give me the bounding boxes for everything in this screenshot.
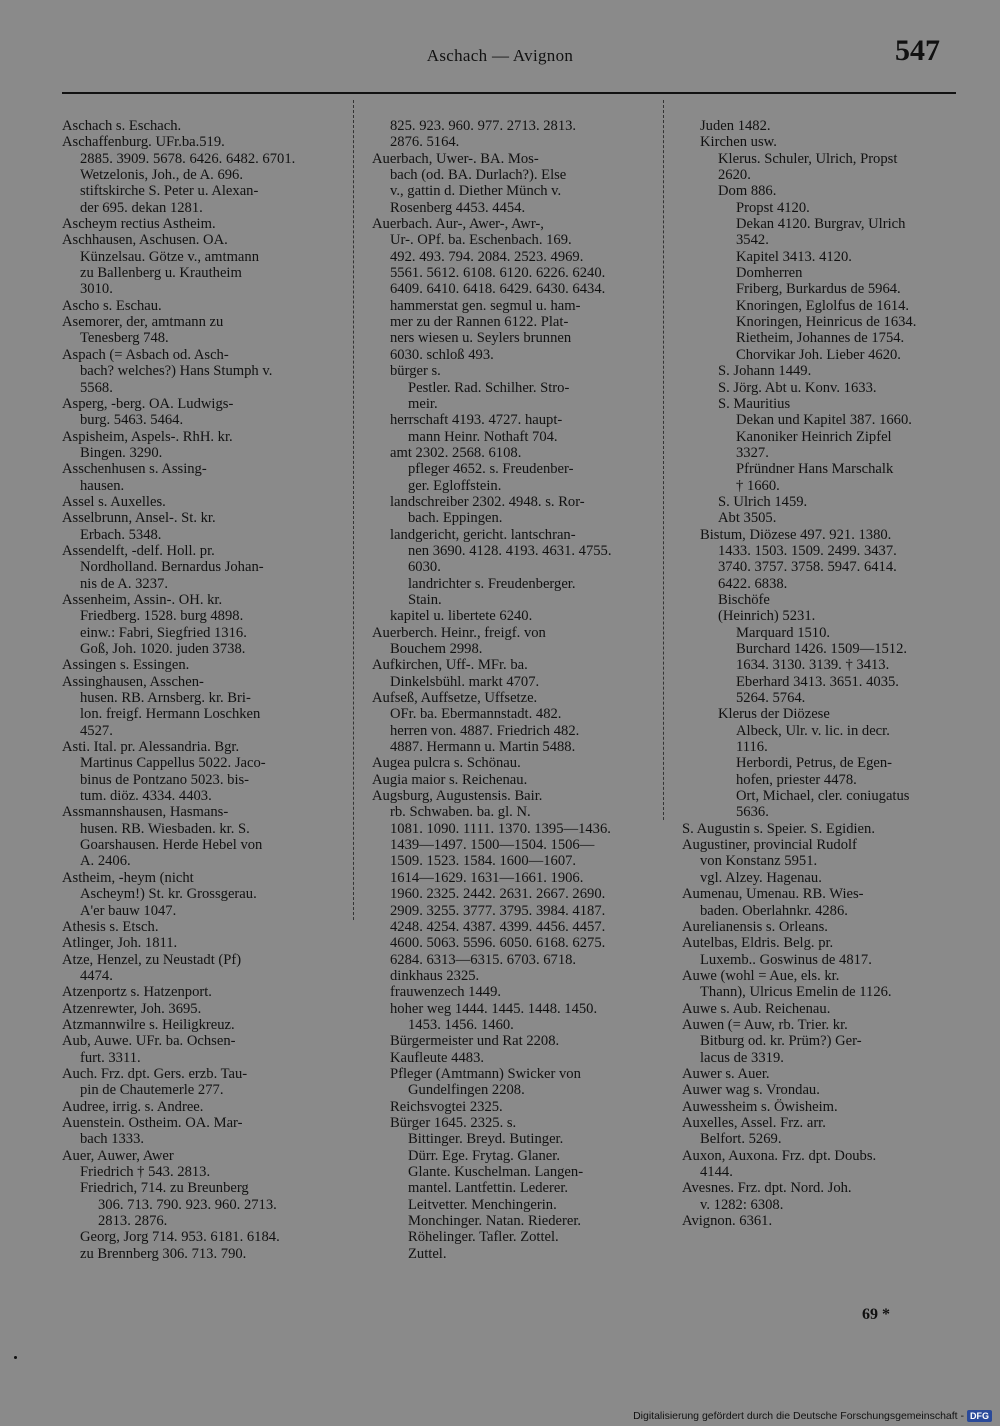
index-line: Bischöfe — [718, 591, 770, 608]
index-line: 5636. — [736, 804, 769, 821]
index-line: Auwer wag s. Vrondau. — [682, 1082, 820, 1099]
index-line: Klerus. Schuler, Ulrich, Propst — [718, 150, 898, 167]
index-line: Atzmannwilre s. Heiligkreuz. — [62, 1016, 235, 1033]
index-line: Assmannshausen, Hasmans- — [62, 804, 229, 821]
column-divider — [353, 100, 354, 920]
index-line: Auwen (= Auw, rb. Trier. kr. — [682, 1016, 848, 1033]
index-line: Dürr. Ege. Frytag. Glaner. — [408, 1147, 560, 1164]
index-line: 5568. — [80, 379, 113, 396]
index-line: Assingen s. Essingen. — [62, 657, 190, 674]
index-line: hofen, priester 4478. — [736, 771, 857, 788]
index-line: amt 2302. 2568. 6108. — [390, 444, 522, 461]
index-line: Bistum, Diözese 497. 921. 1380. — [700, 526, 892, 543]
index-line: Friedberg. 1528. burg 4898. — [80, 608, 244, 625]
index-line: Kaufleute 4483. — [390, 1049, 485, 1066]
index-line: zu Brennberg 306. 713. 790. — [80, 1245, 247, 1262]
index-line: 1433. 1503. 1509. 2499. 3437. — [718, 542, 897, 559]
index-line: Rosenberg 4453. 4454. — [390, 199, 526, 216]
index-line: Ur-. OPf. ba. Eschenbach. 169. — [390, 232, 572, 249]
index-line: baden. Oberlahnkr. 4286. — [700, 902, 848, 919]
index-line: furt. 3311. — [80, 1049, 141, 1066]
index-line: Augea pulcra s. Schönau. — [372, 755, 521, 772]
column-divider — [663, 100, 664, 820]
index-line: ners wiesen u. Seylers brunnen — [390, 330, 572, 347]
index-line: S. Augustin s. Speier. S. Egidien. — [682, 820, 875, 837]
index-line: v. 1282: 6308. — [700, 1196, 784, 1213]
index-line: Aspach (= Asbach od. Asch- — [62, 346, 229, 363]
index-line: Assenheim, Assin-. OH. kr. — [62, 591, 223, 608]
index-line: Ascho s. Eschau. — [62, 297, 162, 314]
index-line: landschreiber 2302. 4948. s. Ror- — [390, 493, 585, 510]
index-line: 3740. 3757. 3758. 5947. 6414. — [718, 559, 897, 576]
index-line: Bingen. 3290. — [80, 444, 163, 461]
index-line: Audree, irrig. s. Andree. — [62, 1098, 204, 1115]
index-line: 6030. — [408, 559, 441, 576]
index-line: Aschach s. Eschach. — [62, 118, 182, 134]
index-line: Tenesberg 748. — [80, 330, 169, 347]
index-line: Wetzelonis, Joh., de A. 696. — [80, 167, 243, 184]
index-line: husen. RB. Wiesbaden. kr. S. — [80, 820, 250, 837]
dfg-logo: DFG — [967, 1410, 992, 1422]
index-line: 6422. 6838. — [718, 575, 788, 592]
index-line: Kanoniker Heinrich Zipfel — [736, 428, 892, 445]
index-line: 825. 923. 960. 977. 2713. 2813. — [390, 118, 577, 134]
index-line: bürger s. — [390, 363, 441, 380]
index-line: Aurelianensis s. Orleans. — [682, 918, 828, 935]
index-line: 2813. 2876. — [98, 1213, 168, 1230]
index-line: Bürgermeister und Rat 2208. — [390, 1033, 560, 1050]
index-line: 6030. schloß 493. — [390, 346, 494, 363]
index-line: frauwenzech 1449. — [390, 984, 502, 1001]
index-line: nen 3690. 4128. 4193. 4631. 4755. — [408, 542, 612, 559]
index-line: 3010. — [80, 281, 113, 298]
index-line: 1614—1629. 1631—1661. 1906. — [390, 869, 584, 886]
index-line: hoher weg 1444. 1445. 1448. 1450. — [390, 1000, 598, 1017]
index-line: rb. Schwaben. ba. gl. N. — [390, 804, 531, 821]
index-line: von Konstanz 5951. — [700, 853, 818, 870]
index-line: Auwe s. Aub. Reichenau. — [682, 1000, 831, 1017]
index-line: Rietheim, Johannes de 1754. — [736, 330, 905, 347]
index-line: Auenstein. Ostheim. OA. Mar- — [62, 1114, 243, 1131]
index-line: Athesis s. Etsch. — [62, 918, 159, 935]
index-line: landrichter s. Freudenberger. — [408, 575, 576, 592]
digitization-footer — [633, 1410, 992, 1422]
index-column-2 — [372, 118, 644, 1262]
index-line: bach 1333. — [80, 1131, 145, 1148]
index-line: Goarshausen. Herde Hebel von — [80, 837, 263, 854]
index-line: Atzenportz s. Hatzenport. — [62, 984, 212, 1001]
index-line: Kirchen usw. — [700, 134, 777, 151]
index-line: Herbordi, Petrus, de Egen- — [736, 755, 893, 772]
index-line: 492. 493. 794. 2084. 2523. 4969. — [390, 248, 584, 265]
index-line: Avignon. 6361. — [682, 1213, 773, 1230]
index-line: 3327. — [736, 444, 769, 461]
index-line: 306. 713. 790. 923. 960. 2713. — [98, 1196, 277, 1213]
index-line: Burchard 1426. 1509—1512. — [736, 641, 908, 657]
index-column-1 — [62, 118, 334, 1262]
index-line: kapitel u. libertete 6240. — [390, 608, 533, 625]
index-line: Zuttel. — [408, 1245, 447, 1262]
index-line: Autelbas, Eldris. Belg. pr. — [682, 935, 834, 952]
index-line: 6409. 6410. 6418. 6429. 6430. 6434. — [390, 281, 606, 298]
index-line: 3542. — [736, 232, 769, 249]
index-line: hammerstat gen. segmul u. ham- — [390, 297, 581, 314]
index-line: Friedrich † 543. 2813. — [80, 1164, 211, 1180]
running-header-title: Aschach — Avignon — [426, 46, 574, 65]
index-line: 5264. 5764. — [736, 690, 806, 707]
index-line: Auwessheim s. Öwisheim. — [682, 1098, 838, 1115]
index-line: Chorvikar Joh. Lieber 4620. — [736, 346, 901, 363]
index-line: 1439—1497. 1500—1504. 1506— — [390, 837, 595, 854]
index-line: Atlinger, Joh. 1811. — [62, 935, 178, 952]
index-line: Thann), Ulricus Emelin de 1126. — [700, 984, 892, 1001]
index-line: S. Jörg. Abt u. Konv. 1633. — [718, 379, 877, 396]
index-line: Monchinger. Natan. Riederer. — [408, 1213, 582, 1230]
index-line: Ascheym rectius Astheim. — [62, 216, 216, 233]
index-line: † 1660. — [736, 477, 780, 494]
index-line: 1509. 1523. 1584. 1600—1607. — [390, 853, 577, 870]
index-line: nis de A. 3237. — [80, 575, 168, 592]
index-line: Knoringen, Heinricus de 1634. — [736, 314, 917, 331]
index-line: 4144. — [700, 1164, 733, 1180]
index-line: Aufkirchen, Uff-. MFr. ba. — [372, 657, 528, 674]
index-line: 6284. 6313—6315. 6703. 6718. — [390, 951, 577, 968]
index-line: Martinus Cappellus 5022. Jaco- — [80, 755, 266, 772]
index-line: Eberhard 3413. 3651. 4035. — [736, 673, 899, 690]
index-line: bach? welches?) Hans Stumph v. — [80, 363, 273, 380]
index-line: Auwer s. Auer. — [682, 1065, 770, 1082]
index-line: 2885. 3909. 5678. 6426. 6482. 6701. — [80, 150, 296, 167]
index-line: Aub, Auwe. UFr. ba. Ochsen- — [62, 1033, 236, 1050]
index-line: Augustiner, provincial Rudolf — [682, 837, 857, 854]
index-line: Pestler. Rad. Schilher. Stro- — [408, 379, 570, 396]
index-line: Assendelft, -delf. Holl. pr. — [62, 542, 215, 559]
index-line: Ort, Michael, cler. coniugatus — [736, 788, 910, 805]
index-line: herren von. 4887. Friedrich 482. — [390, 722, 580, 739]
index-line: Atzenrewter, Joh. 3695. — [62, 1000, 202, 1017]
index-line: stiftskirche S. Peter u. Alexan- — [80, 183, 259, 200]
index-line: Marquard 1510. — [736, 624, 831, 641]
index-line: Augia maior s. Reichenau. — [372, 771, 528, 788]
index-line: Aufseß, Auffsetze, Uffsetze. — [372, 690, 538, 707]
index-line: zu Ballenberg u. Krautheim — [80, 265, 242, 282]
index-line: Dekan 4120. Burgrav, Ulrich — [736, 216, 906, 233]
header-rule — [62, 92, 956, 94]
index-line: Auch. Frz. dpt. Gers. erzb. Tau- — [62, 1065, 248, 1082]
speck — [14, 1356, 17, 1359]
index-line: Dom 886. — [718, 183, 777, 200]
index-line: Bouchem 2998. — [390, 641, 483, 657]
index-line: Pfleger (Amtmann) Swicker von — [390, 1065, 581, 1082]
index-line: bach. Eppingen. — [408, 510, 503, 527]
index-line: Pfründner Hans Marschalk — [736, 461, 894, 478]
index-line: Astheim, -heym (nicht — [62, 869, 194, 886]
index-line: Glante. Kuschelman. Langen- — [408, 1164, 584, 1180]
index-line: Ascheym!) St. kr. Grossgerau. — [80, 886, 257, 903]
index-line: herrschaft 4193. 4727. haupt- — [390, 412, 563, 429]
index-line: (Heinrich) 5231. — [718, 608, 816, 625]
index-line: Dekan und Kapitel 387. 1660. — [736, 412, 912, 429]
index-line: Aschaffenburg. UFr.ba.519. — [62, 134, 225, 151]
index-line: lacus de 3319. — [700, 1049, 784, 1066]
index-line: 4600. 5063. 5596. 6050. 6168. 6275. — [390, 935, 606, 952]
index-line: Belfort. 5269. — [700, 1131, 782, 1148]
index-line: Auwe (wohl = Aue, els. kr. — [682, 967, 840, 984]
index-line: Abt 3505. — [718, 510, 777, 527]
index-line: mer zu der Rannen 6122. Plat- — [390, 314, 569, 331]
index-line: Auer, Auwer, Awer — [62, 1147, 174, 1164]
index-line: Asselbrunn, Ansel-. St. kr. — [62, 510, 216, 527]
index-line: 4887. Hermann u. Martin 5488. — [390, 739, 576, 756]
index-line: lon. freigf. Hermann Loschken — [80, 706, 261, 723]
index-line: S. Johann 1449. — [718, 363, 812, 380]
index-line: Domherren — [736, 265, 803, 282]
index-line: Assinghausen, Asschen- — [62, 673, 204, 690]
signature-mark: 69 * — [862, 1306, 890, 1323]
index-line: Auxelles, Assel. Frz. arr. — [682, 1114, 826, 1131]
index-line: 1634. 3130. 3139. † 3413. — [736, 657, 890, 674]
index-line: v., gattin d. Diether Münch v. — [390, 183, 562, 200]
index-line: Asperg, -berg. OA. Ludwigs- — [62, 395, 234, 412]
index-line: landgericht, gericht. lantschran- — [390, 526, 576, 543]
index-line: 1116. — [736, 739, 768, 756]
index-column-3 — [682, 118, 954, 1229]
index-line: pin de Chautemerle 277. — [80, 1082, 224, 1099]
index-line: Auxon, Auxona. Frz. dpt. Doubs. — [682, 1147, 877, 1164]
index-line: Bittinger. Breyd. Butinger. — [408, 1131, 564, 1148]
index-line: der 695. dekan 1281. — [80, 199, 203, 216]
index-line: Atze, Henzel, zu Neustadt (Pf) — [62, 951, 242, 968]
index-line: Auerberch. Heinr., freigf. von — [372, 624, 546, 641]
index-line: 1960. 2325. 2442. 2631. 2667. 2690. — [390, 886, 606, 903]
index-line: Asemorer, der, amtmann zu — [62, 314, 224, 331]
index-line: Knoringen, Eglolfus de 1614. — [736, 297, 910, 314]
index-line: vgl. Alzey. Hagenau. — [700, 869, 822, 886]
index-line: dinkhaus 2325. — [390, 967, 480, 984]
index-line: Stain. — [408, 591, 442, 608]
index-line: mantel. Lantfettin. Lederer. — [408, 1180, 569, 1197]
index-line: OFr. ba. Ebermannstadt. 482. — [390, 706, 562, 723]
index-line: Bürger 1645. 2325. s. — [390, 1114, 517, 1131]
index-line: Nordholland. Bernardus Johan- — [80, 559, 264, 576]
index-line: Propst 4120. — [736, 199, 810, 216]
page-number: 547 — [895, 34, 940, 67]
index-line: Luxemb.. Goswinus de 4817. — [700, 951, 872, 968]
index-line: 4474. — [80, 967, 113, 984]
index-line: 2909. 3255. 3777. 3795. 3984. 4187. — [390, 902, 606, 919]
index-line: Dinkelsbühl. markt 4707. — [390, 673, 540, 690]
index-line: S. Mauritius — [718, 395, 791, 412]
index-line: 1453. 1456. 1460. — [408, 1016, 514, 1033]
index-line: S. Ulrich 1459. — [718, 493, 808, 510]
index-line: husen. RB. Arnsberg. kr. Bri- — [80, 690, 251, 707]
index-line: tum. diöz. 4334. 4403. — [80, 788, 212, 805]
index-line: Auerbach, Uwer-. BA. Mos- — [372, 150, 539, 167]
index-line: binus de Pontzano 5023. bis- — [80, 771, 250, 788]
index-line: Gundelfingen 2208. — [408, 1082, 525, 1099]
index-line: Erbach. 5348. — [80, 526, 162, 543]
index-line: Bitburg od. kr. Prüm?) Ger- — [700, 1033, 862, 1050]
index-line: ger. Egloffstein. — [408, 477, 502, 494]
index-line: hausen. — [80, 477, 125, 494]
index-line: Künzelsau. Götze v., amtmann — [80, 248, 259, 265]
index-line: Aschhausen, Aschusen. OA. — [62, 232, 228, 249]
index-line: burg. 5463. 5464. — [80, 412, 184, 429]
index-line: 2876. 5164. — [390, 134, 460, 151]
index-line: Kapitel 3413. 4120. — [736, 248, 852, 265]
index-line: A. 2406. — [80, 853, 131, 870]
index-line: bach (od. BA. Durlach?). Else — [390, 167, 567, 184]
index-line: Goß, Joh. 1020. juden 3738. — [80, 641, 246, 657]
index-line: meir. — [408, 395, 438, 412]
index-line: 2620. — [718, 167, 751, 184]
index-line: Klerus der Diözese — [718, 706, 830, 723]
index-line: Aumenau, Umenau. RB. Wies- — [682, 886, 864, 903]
index-line: Reichsvogtei 2325. — [390, 1098, 503, 1115]
index-line: Auerbach. Aur-, Awer-, Awr-, — [372, 216, 544, 233]
index-line: 1081. 1090. 1111. 1370. 1395—1436. — [390, 820, 611, 837]
index-line: A'er bauw 1047. — [80, 902, 177, 919]
index-line: 5561. 5612. 6108. 6120. 6226. 6240. — [390, 265, 606, 282]
index-line: Albeck, Ulr. v. lic. in decr. — [736, 722, 890, 739]
index-line: Asti. Ital. pr. Alessandria. Bgr. — [62, 739, 240, 756]
index-line: mann Heinr. Nothaft 704. — [408, 428, 558, 445]
index-line: Avesnes. Frz. dpt. Nord. Joh. — [682, 1180, 852, 1197]
index-line: Friberg, Burkardus de 5964. — [736, 281, 901, 298]
index-line: Röhelinger. Tafler. Zottel. — [408, 1229, 559, 1246]
index-line: Assel s. Auxelles. — [62, 493, 166, 510]
index-line: Friedrich, 714. zu Breunberg — [80, 1180, 249, 1197]
index-line: Augsburg, Augustensis. Bair. — [372, 788, 543, 805]
index-line: 4527. — [80, 722, 113, 739]
footer-text: Digitalisierung gefördert durch die Deutsche Forschungsgemeinschaft - — [633, 1410, 964, 1422]
index-line: Juden 1482. — [700, 118, 771, 134]
index-line: Leitvetter. Menchingerin. — [408, 1196, 557, 1213]
index-line: 4248. 4254. 4387. 4399. 4456. 4457. — [390, 918, 606, 935]
index-line: einw.: Fabri, Siegfried 1316. — [80, 624, 247, 641]
index-line: Georg, Jorg 714. 953. 6181. 6184. — [80, 1229, 280, 1246]
index-line: Aspisheim, Aspels-. RhH. kr. — [62, 428, 233, 445]
index-line: pfleger 4652. s. Freudenber- — [408, 461, 574, 478]
index-line: Asschenhusen s. Assing- — [62, 461, 207, 478]
